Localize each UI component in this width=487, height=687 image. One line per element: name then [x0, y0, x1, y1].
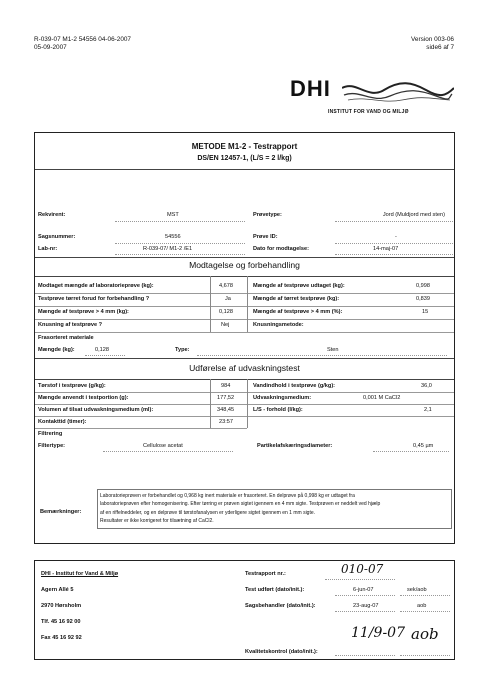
sagsnummer-value: 54556 [165, 234, 181, 240]
remarks-line: af en riffelneddeler, og en delprøve til tørstofanalysen er yderligere sigtet igennem en 1 mm sigte. [100, 510, 316, 516]
quality-control-date: 11/9-07 [351, 625, 405, 641]
remarks-box [97, 489, 452, 529]
section-heading: Udførelse af udvaskningstest [189, 363, 300, 373]
sample-taken-value: 0,998 [416, 283, 430, 289]
page-number: side6 af 7 [426, 44, 454, 51]
logo-text: DHI [290, 76, 331, 101]
dry-matter-label: Tørstof i testprøve (g/kg): [38, 383, 106, 389]
crushing-method-label: Knusningsmetode: [253, 322, 304, 328]
over-4mm-pct-label: Mængde af testprøve > 4 mm (%): [253, 309, 343, 315]
leachant-label: Udvaskningsmedium: [253, 395, 312, 401]
contact-time-label: Kontakttid (timer): [38, 419, 87, 425]
test-performed-date: 6-jun-07 [353, 587, 374, 593]
rekvirent-label: Rekvirent: [38, 212, 66, 218]
over-4mm-kg-label: Mængde af testprøve > 4 mm (kg): [38, 309, 129, 315]
dried-before-label: Testprøve tørret forud for forbehandling ? [38, 296, 150, 302]
report-standard: DS/EN 12457-1, (L/S = 2 l/kg) [197, 155, 292, 162]
filtertype-value: Cellulose acetat [143, 443, 183, 449]
footer-street: Agern Allé 5 [41, 587, 74, 593]
report-title: METODE M1-2 - Testrapport [191, 142, 298, 151]
filtration-label: Filtrering [38, 431, 63, 437]
type-value: Sten [327, 347, 339, 353]
remarks-line: Laboratorieprøven er forbehandlet og 0,968 kg inert materiale er frasorteret. En delprøve på 0,998 kg er udtaget fra [100, 493, 355, 499]
ls-ratio-label: L/S - forhold (l/kg): [253, 407, 303, 413]
remarks-line: Resultater er ikke korrigeret for tilsætning af CaCl2. [100, 518, 214, 524]
crushing-value: Nej [221, 322, 230, 328]
water-content-value: 36,0 [421, 383, 432, 389]
ls-ratio-value: 2,1 [424, 407, 432, 413]
test-portion-label: Mængde anvendt i testportion (g): [38, 395, 129, 401]
quality-control-label: Kvalitetskontrol (dato/init.): [245, 649, 318, 655]
case-handler-date: 23-aug-07 [353, 603, 379, 609]
prove-id-value: - [395, 234, 397, 240]
dhi-logo [286, 78, 456, 120]
particle-size-value: 0,45 µm [413, 443, 434, 449]
rekvirent-value: MST [167, 212, 179, 218]
test-performed-label: Test udført (dato/init.): [245, 587, 305, 593]
report-date: 05-09-2007 [34, 44, 67, 51]
water-content-label: Vandindhold i testprøve (g/kg): [253, 383, 336, 389]
dato-label: Dato for modtagelse: [253, 246, 309, 252]
dried-amount-value: 0,839 [416, 296, 430, 302]
prove-id-label: Prøve ID: [253, 234, 278, 240]
provetype-label: Prøvetype: [253, 212, 282, 218]
testrapport-label: Testrapport nr.: [245, 571, 286, 577]
received-amount-label: Modtaget mængde af laboratorieprøve (kg): [38, 283, 154, 289]
sagsnummer-label: Sagsnummer: [38, 234, 76, 240]
dato-value: 14-maj-07 [373, 246, 399, 252]
version-label: Version 003-06 [411, 36, 454, 43]
test-portion-value: 177,52 [217, 395, 235, 401]
footer-phone: Tlf. 45 16 92 00 [41, 619, 81, 625]
footer-city: 2970 Hørsholm [41, 603, 82, 609]
test-report-form [34, 132, 455, 544]
logo-subtitle: INSTITUT FOR VAND OG MILJØ [328, 109, 409, 115]
leachant-volume-value: 348,45 [217, 407, 235, 413]
divider [35, 169, 454, 170]
report-reference: R-039-07 M1-2 54556 04-06-2007 [34, 36, 131, 43]
section-heading: Modtagelse og forbehandling [189, 260, 300, 270]
over-4mm-pct-value: 15 [422, 309, 429, 315]
case-handler-initials: aob [417, 603, 427, 609]
received-amount-value: 4,678 [219, 283, 233, 289]
leachant-value: 0,001 M CaCl2 [363, 395, 401, 401]
amount-value: 0,128 [95, 347, 109, 353]
over-4mm-kg-value: 0,128 [219, 309, 233, 315]
fraction-label: Frasorteret materiale [38, 335, 94, 341]
dried-before-value: Ja [225, 296, 231, 302]
remarks-line: laboratorieprøven efter homogenisering. Efter tørring er prøven sigtet igennem en 4 mm sigte. Testprøven er neddelt ved hjælp [100, 501, 381, 507]
dry-matter-value: 984 [221, 383, 231, 389]
amount-label: Mængde (kg): [38, 347, 75, 353]
type-label: Type: [175, 347, 190, 353]
leachant-volume-label: Volumen af tilsat udvaskningsmedium (ml): [38, 407, 154, 413]
provetype-value: Jord (Muldjord med sten) [382, 212, 445, 218]
footer-fax: Fax 45 16 92 92 [41, 635, 82, 641]
remarks-label: Bemærkninger: [40, 509, 82, 515]
testrapport-value: 010-07 [341, 562, 384, 576]
case-handler-label: Sagsbehandler (dato/init.): [245, 603, 316, 609]
test-performed-initials: sek/aob [407, 587, 427, 593]
crushing-label: Knusning af testprøve ? [38, 322, 103, 328]
dried-amount-label: Mængde af tørret testprøve (kg): [253, 296, 340, 302]
particle-size-label: Partikelafskæringsdiameter: [257, 443, 333, 449]
contact-time-value: 23:57 [219, 419, 233, 425]
lab-nr-label: Lab-nr: [38, 246, 58, 252]
filtertype-label: Filtertype: [38, 443, 66, 449]
quality-control-initials: aob [411, 625, 439, 643]
sample-taken-label: Mængde af testprøve udtaget (kg): [253, 283, 345, 289]
footer-org: DHI - Institut for Vand & Miljø [41, 571, 119, 577]
footer-box [34, 560, 455, 660]
lab-nr-value: R-039-07/ M1-2 /E1 [143, 246, 193, 252]
wave-icon [342, 80, 454, 104]
